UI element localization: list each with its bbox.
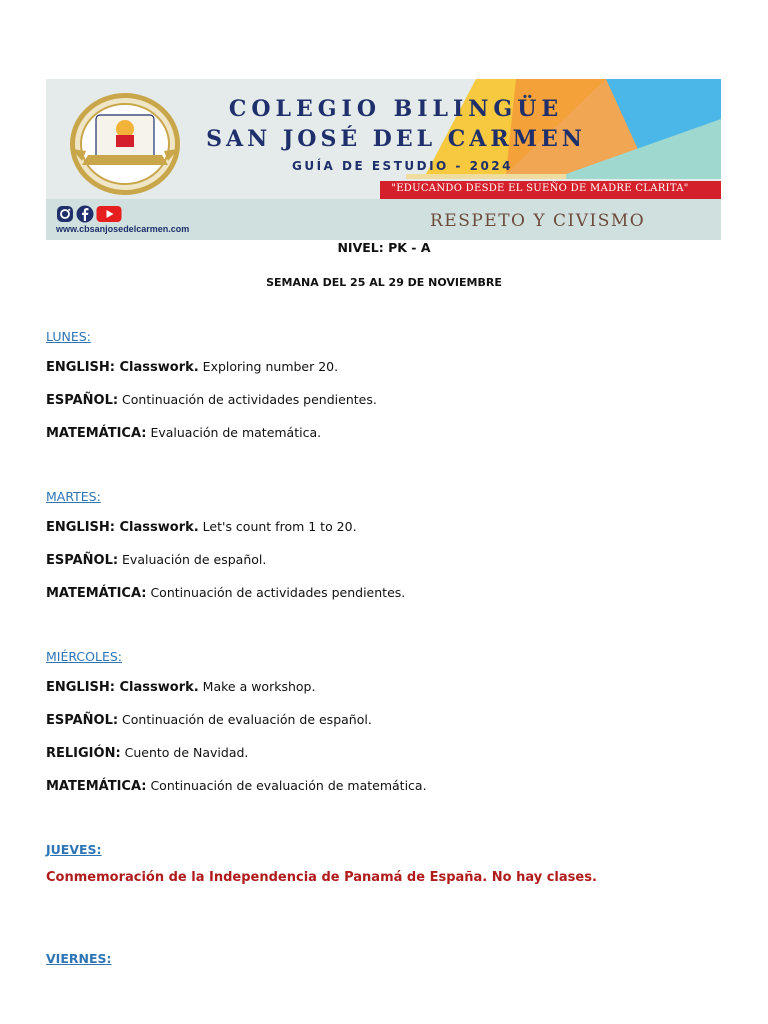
day-heading-miercoles: MIÉRCOLES: <box>46 649 123 664</box>
website-url: www.cbsanjosedelcarmen.com <box>56 224 190 234</box>
schedule-item <box>46 712 372 728</box>
subject-detail: Evaluación de español. <box>118 552 267 567</box>
subject-label: MATEMÁTICA: <box>46 586 147 601</box>
subject-detail: Exploring number 20. <box>198 359 339 374</box>
week-range: SEMANA DEL 25 AL 29 DE NOVIEMBRE <box>266 276 502 289</box>
subject-detail: Continuación de evaluación de matemática. <box>146 778 427 793</box>
subject-label: MATEMÁTICA: <box>46 426 147 441</box>
schedule-item <box>46 392 377 408</box>
subject-label: MATEMÁTICA: <box>46 779 147 794</box>
subject-label: ENGLISH: Classwork. <box>46 360 199 375</box>
day-heading-martes: MARTES: <box>46 489 101 504</box>
subject-label: RELIGIÓN: <box>46 746 121 761</box>
subject-label: ENGLISH: Classwork. <box>46 680 199 695</box>
schedule-item <box>46 745 248 761</box>
subject-label: ESPAÑOL: <box>46 553 119 568</box>
school-motto: "EDUCANDO DESDE EL SUEÑO DE MADRE CLARITA" <box>391 183 689 194</box>
grade-level: NIVEL: PK - A <box>337 240 431 255</box>
schedule-item <box>46 585 405 601</box>
value-of-month: RESPETO Y CIVISMO <box>430 211 646 231</box>
schedule-item <box>46 359 338 375</box>
schedule-item <box>46 425 321 441</box>
subject-detail: Evaluación de matemática. <box>146 425 322 440</box>
school-name-line1: COLEGIO BILINGÜE <box>228 96 564 122</box>
study-guide-title: GUÍA DE ESTUDIO - 2024 <box>292 159 513 173</box>
schedule-item <box>46 778 427 794</box>
day-heading-jueves: JUEVES: <box>46 842 102 857</box>
schedule-item <box>46 552 266 568</box>
school-name-line2: SAN JOSÉ DEL CARMEN <box>206 126 586 152</box>
day-heading-viernes: VIERNES: <box>46 951 112 966</box>
holiday-notice: Conmemoración de la Independencia de Panamá de España. No hay clases. <box>46 870 597 885</box>
subject-detail: Continuación de actividades pendientes. <box>118 392 377 407</box>
day-heading-lunes: LUNES: <box>46 329 91 344</box>
school-banner <box>46 79 721 240</box>
school-seal-logo <box>68 91 182 197</box>
subject-label: ESPAÑOL: <box>46 713 119 728</box>
subject-label: ENGLISH: Classwork. <box>46 520 199 535</box>
subject-detail: Continuación de actividades pendientes. <box>146 585 406 600</box>
subject-detail: Cuento de Navidad. <box>120 745 249 760</box>
subject-detail: Make a workshop. <box>198 679 316 694</box>
schedule-item <box>46 519 357 535</box>
subject-detail: Let's count from 1 to 20. <box>198 519 357 534</box>
subject-detail: Continuación de evaluación de español. <box>118 712 372 727</box>
schedule-item <box>46 679 315 695</box>
subject-label: ESPAÑOL: <box>46 393 119 408</box>
